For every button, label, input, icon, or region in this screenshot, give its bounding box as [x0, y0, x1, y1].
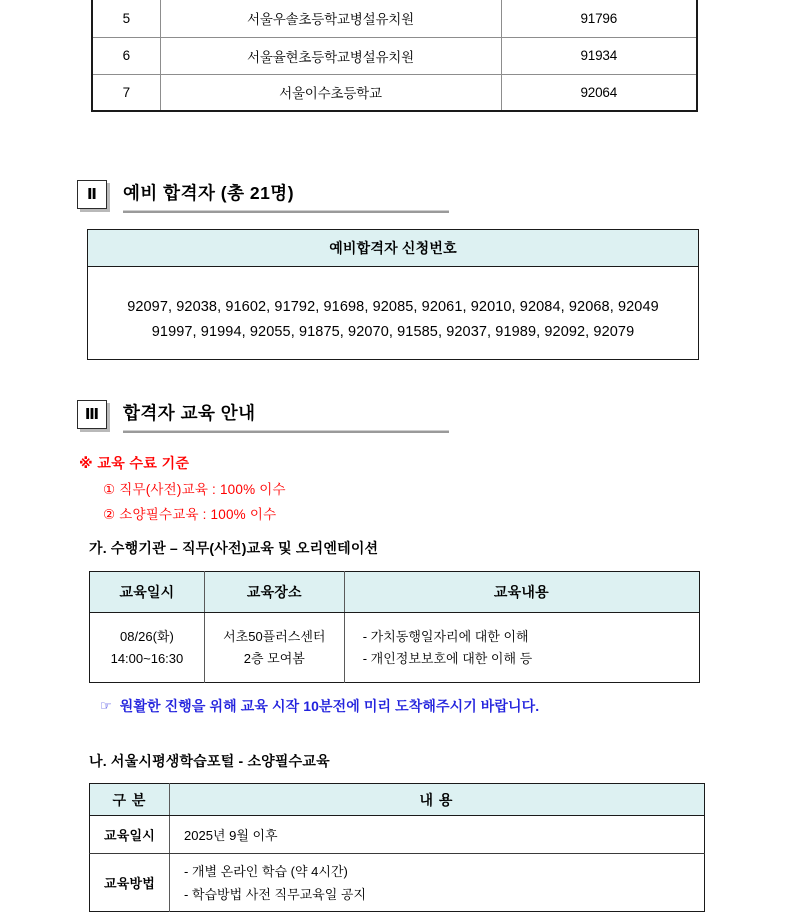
section-rule-2: [123, 210, 449, 213]
portal-col-header-content: 내 용: [170, 784, 705, 816]
edu-cell-place: [204, 613, 344, 683]
portal-education-table: [89, 783, 705, 912]
section-numeral-3: Ⅲ: [77, 400, 107, 429]
school-row-no: 7: [92, 74, 160, 111]
edu-cell-date: [90, 613, 205, 683]
edu-date-line-1: 08/26(화): [120, 628, 174, 644]
completion-criteria-title: [79, 453, 286, 473]
preliminary-numbers-line-1: 92097, 92038, 91602, 91792, 91698, 92085, 92061, 92010, 92084, 92068, 92049: [127, 299, 659, 315]
criteria-item-2: ② 소양필수교육 : 100% 이수: [103, 507, 277, 522]
section-heading-3: [77, 393, 449, 433]
table-row: [92, 0, 697, 37]
school-row-no: 6: [92, 37, 160, 74]
table-row: [92, 37, 697, 74]
section-title-wrap-3: [123, 400, 449, 433]
section-title-2: 예비 합격자 (총 21명): [123, 183, 295, 203]
preliminary-box-body: [88, 267, 698, 345]
edu-cell-content: [344, 613, 699, 683]
criteria-item-1: ① 직무(사전)교육 : 100% 이수: [103, 482, 286, 497]
school-row-name: 서울율현초등학교병설유치원: [160, 37, 501, 74]
school-row-number: 91796: [501, 0, 697, 37]
portal-row2-value: [170, 854, 705, 912]
edu-content-line-2: - 개인정보보호에 대한 이해 등: [362, 650, 533, 666]
section-numeral-2: Ⅱ: [77, 180, 107, 209]
school-row-number: 92064: [580, 84, 618, 100]
preliminary-numbers-line-2: 91997, 91994, 92055, 91875, 92070, 91585, 92037, 91989, 92092, 92079: [151, 324, 635, 340]
edu-content-line-1: - 가치동행일자리에 대한 이해: [362, 628, 529, 644]
table-row: [90, 613, 700, 683]
completion-criteria-block: [79, 453, 286, 523]
edu-col-header-place: 교육장소: [204, 572, 344, 613]
portal-row2-label: 교육방법: [90, 854, 170, 912]
preliminary-numbers-box: [87, 229, 699, 360]
section-rule-3: [123, 430, 449, 433]
school-row-no: 5: [92, 0, 160, 37]
school-list-table: [91, 0, 698, 112]
subheading-part-b: 나. 서울시평생학습포털 - 소양필수교육: [89, 753, 330, 769]
edu-date-line-2: 14:00~16:30: [110, 650, 184, 666]
school-row-name: 서울이수초등학교: [160, 74, 501, 111]
preliminary-box-header: 예비합격자 신청번호: [88, 230, 698, 267]
school-row-number: 91934: [501, 37, 697, 74]
portal-row2-line-2: - 학습방법 사전 직무교육일 공지: [184, 886, 367, 902]
education-schedule-table: [89, 571, 700, 683]
portal-row1-value: 2025년 9월 이후: [170, 816, 705, 854]
table-row: [90, 854, 705, 912]
table-row: [90, 816, 705, 854]
edu-col-header-date: 교육일시: [90, 572, 205, 613]
portal-row1-label: 교육일시: [90, 816, 170, 854]
subheading-part-a: 가. 수행기관 – 직무(사전)교육 및 오리엔테이션: [89, 540, 379, 556]
edu-place-line-1: 서초50플러스센터: [223, 628, 326, 644]
school-row-name: 서울우솔초등학교병설유치원: [160, 0, 501, 37]
portal-row2-line-1: - 개별 온라인 학습 (약 4시간): [184, 863, 348, 879]
reference-mark-icon: ※: [79, 455, 94, 471]
edu-col-header-content: 교육내용: [344, 572, 699, 613]
section-title-wrap-2: [123, 180, 449, 213]
portal-col-header-category: 구 분: [90, 784, 170, 816]
completion-criteria-title-text: 교육 수료 기준: [97, 455, 190, 471]
table-header-row: [90, 784, 705, 816]
table-row: [92, 74, 697, 111]
section-heading-2: [77, 173, 449, 213]
edu-place-line-2: 2층 모여봄: [243, 650, 305, 666]
arrival-note: [100, 696, 539, 716]
table-header-row: [90, 572, 700, 613]
section-title-3: 합격자 교육 안내: [123, 403, 256, 423]
pointing-hand-icon: ☞: [100, 698, 112, 714]
arrival-note-text: 원활한 진행을 위해 교육 시작 10분전에 미리 도착해주시기 바랍니다.: [119, 698, 540, 714]
